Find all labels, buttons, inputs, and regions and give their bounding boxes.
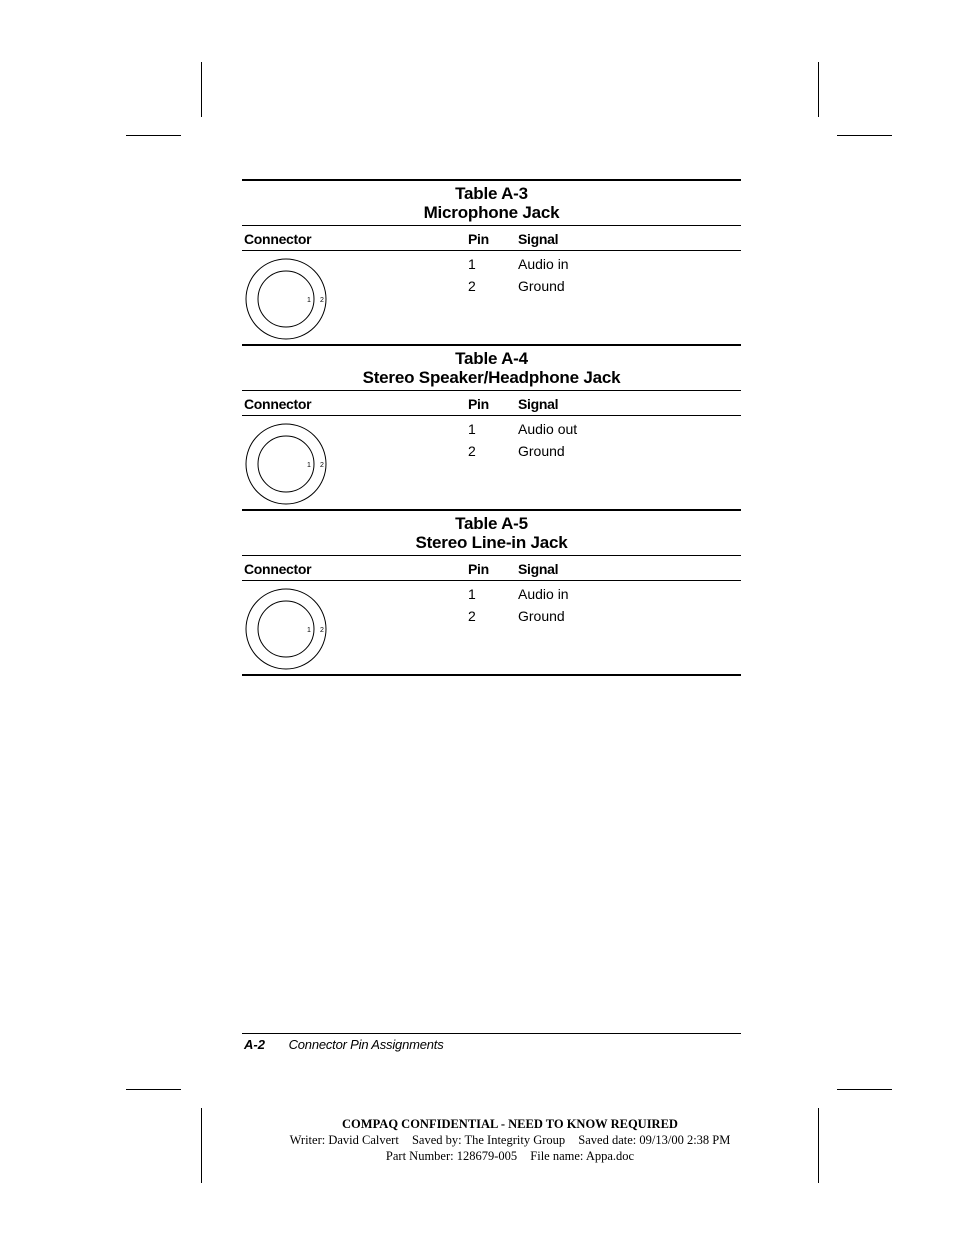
pin-cell: 1 [468, 586, 476, 602]
crop-mark [126, 135, 181, 136]
col-signal: Signal [518, 561, 559, 577]
pin-cell: 1 [468, 256, 476, 272]
crop-mark [837, 1089, 892, 1090]
table-body [242, 416, 741, 509]
signal-cell: Audio out [518, 421, 578, 437]
audio-jack-icon [244, 422, 330, 506]
writer: Writer: David Calvert [289, 1133, 399, 1147]
table-a4 [242, 344, 741, 509]
table-header [242, 226, 741, 250]
page-number: A-2 [244, 1037, 265, 1052]
col-signal: Signal [518, 396, 559, 412]
saved-by: Saved by: The Integrity Group [411, 1133, 566, 1147]
col-connector: Connector [244, 231, 312, 247]
table-a3 [242, 179, 741, 344]
footer-title: Connector Pin Assignments [288, 1037, 444, 1052]
document-info-line [250, 1149, 770, 1164]
table-header [242, 556, 741, 580]
signal-cell: Audio in [518, 586, 569, 602]
crop-mark [837, 135, 892, 136]
col-connector: Connector [244, 561, 312, 577]
page-footer [244, 1037, 444, 1052]
saved-date: Saved date: 09/13/00 2:38 PM [578, 1133, 731, 1147]
signal-cell: Ground [518, 443, 565, 459]
crop-mark [818, 1108, 819, 1183]
col-signal: Signal [518, 231, 559, 247]
col-pin: Pin [468, 231, 489, 247]
file-name: File name: Appa.doc [530, 1149, 635, 1163]
table-a5 [242, 509, 741, 676]
pin-label: 2 [320, 627, 324, 634]
crop-mark [201, 62, 202, 117]
table-title: Microphone Jack [423, 203, 560, 222]
pin-label: 2 [320, 462, 324, 469]
pin-label: 2 [320, 297, 324, 304]
pin-cell: 1 [468, 421, 476, 437]
table-body [242, 581, 741, 674]
table-caption [242, 181, 741, 225]
table-header [242, 391, 741, 415]
crop-mark [818, 62, 819, 117]
col-connector: Connector [244, 396, 312, 412]
pin-label: 1 [307, 462, 311, 469]
document-info-line [250, 1133, 770, 1148]
table-body [242, 251, 741, 344]
pin-cell: 2 [468, 443, 476, 459]
table-caption [242, 346, 741, 390]
audio-jack-icon [244, 257, 330, 341]
pin-tables [242, 179, 741, 676]
confidential-notice: COMPAQ CONFIDENTIAL - NEED TO KNOW REQUIRED [342, 1117, 678, 1131]
pin-label: 1 [307, 627, 311, 634]
pin-cell: 2 [468, 608, 476, 624]
audio-jack-icon [244, 587, 330, 671]
crop-mark [126, 1089, 181, 1090]
signal-cell: Ground [518, 278, 565, 294]
crop-mark [201, 1108, 202, 1183]
footer-rule [242, 1033, 741, 1034]
col-pin: Pin [468, 561, 489, 577]
table-title: Stereo Speaker/Headphone Jack [362, 368, 621, 387]
table-number: Table A-3 [455, 184, 528, 203]
signal-cell: Ground [518, 608, 565, 624]
table-caption [242, 511, 741, 555]
signal-cell: Audio in [518, 256, 569, 272]
table-title: Stereo Line-in Jack [415, 533, 568, 552]
col-pin: Pin [468, 396, 489, 412]
pin-cell: 2 [468, 278, 476, 294]
pin-label: 1 [307, 297, 311, 304]
table-number: Table A-5 [455, 514, 528, 533]
part-number: Part Number: 128679-005 [385, 1149, 518, 1163]
table-number: Table A-4 [455, 349, 528, 368]
